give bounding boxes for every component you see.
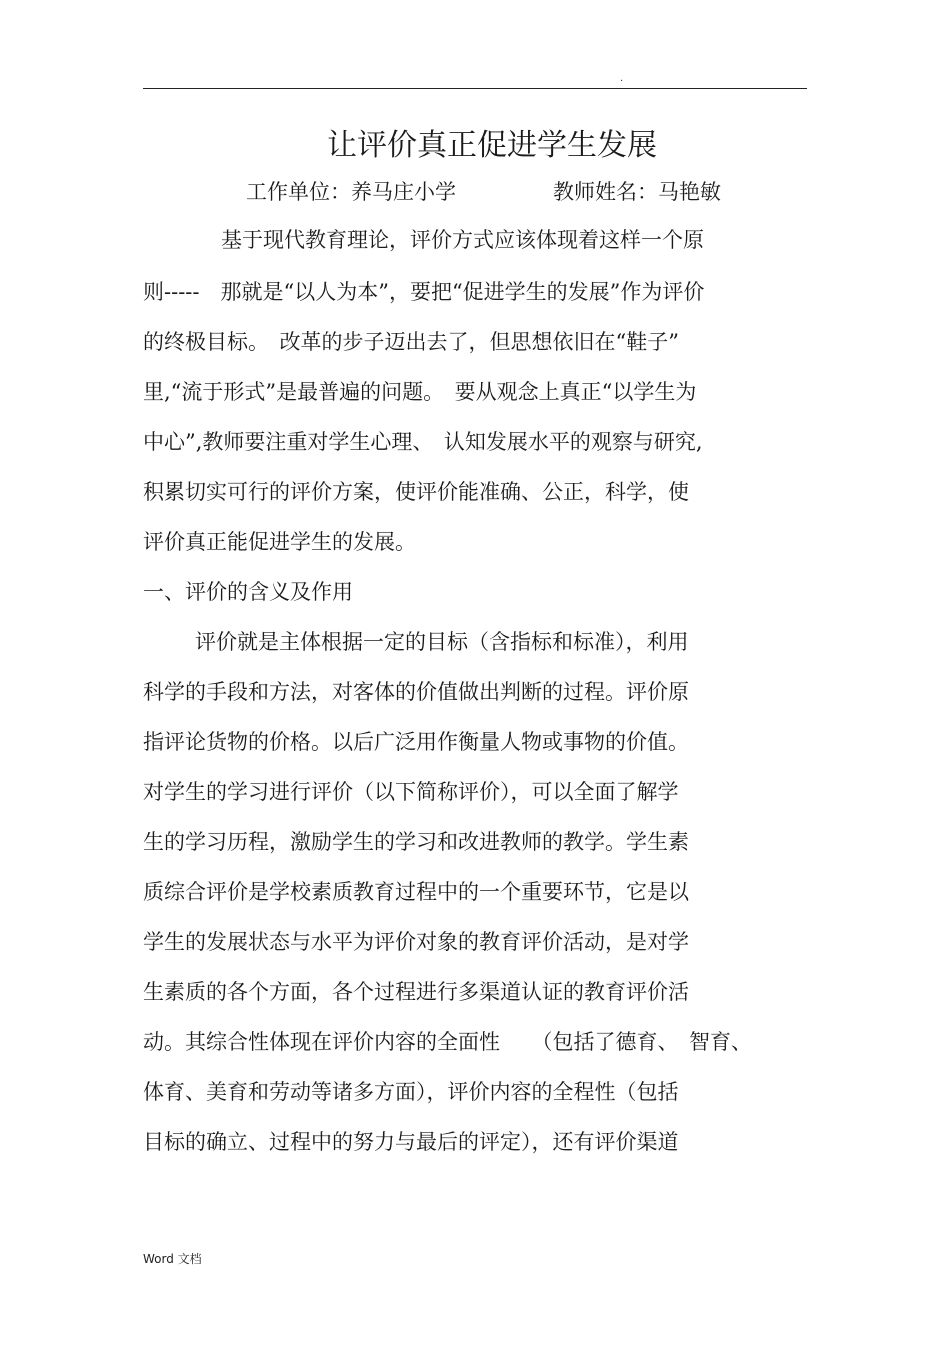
body-line: 体育、美育和劳动等诸多方面），评价内容的全程性（包括 <box>143 1080 679 1104</box>
body-line: 生素质的各个方面，各个过程进行多渠道认证的教育评价活 <box>143 980 689 1004</box>
footer-label: Word 文档 <box>143 1252 202 1266</box>
body-line: 对学生的学习进行评价（以下简称评价），可以全面了解学 <box>143 780 679 804</box>
teacher-name: 教师姓名：马艳敏 <box>553 180 721 204</box>
body-line: 的终极目标。 改革的步子迈出去了，但思想依旧在“鞋子” <box>143 330 679 354</box>
body-line: 评价真正能促进学生的发展。 <box>143 530 416 554</box>
body-line: 指评论货物的价格。以后广泛用作衡量人物或事物的价值。 <box>143 730 689 754</box>
body-line: 质综合评价是学校素质教育过程中的一个重要环节，它是以 <box>143 880 689 904</box>
section-heading: 一、评价的含义及作用 <box>143 580 353 604</box>
header-rule <box>143 88 807 89</box>
body-line: 里,“流于形式”是最普遍的问题。 要从观念上真正“以学生为 <box>143 380 697 404</box>
work-unit: 工作单位：养马庄小学 <box>246 180 456 204</box>
body-line: 学生的发展状态与水平为评价对象的教育评价活动，是对学 <box>143 930 689 954</box>
document-title: 让评价真正促进学生发展 <box>327 128 657 163</box>
header-mark: . <box>620 73 624 84</box>
body-line: 则----- 那就是“以人为本”，要把“促进学生的发展”作为评价 <box>143 280 705 304</box>
body-line: 目标的确立、过程中的努力与最后的评定），还有评价渠道 <box>143 1130 679 1154</box>
body-line: 生的学习历程，激励学生的学习和改进教师的教学。学生素 <box>143 830 689 854</box>
body-line: 动。其综合性体现在评价内容的全面性 （包括了德育、 智育、 <box>143 1030 752 1054</box>
body-line: 科学的手段和方法，对客体的价值做出判断的过程。评价原 <box>143 680 689 704</box>
body-line: 中心”,教师要注重对学生心理、 认知发展水平的观察与研究, <box>143 430 703 454</box>
body-line: 评价就是主体根据一定的目标（含指标和标准），利用 <box>195 630 689 654</box>
body-line: 积累切实可行的评价方案，使评价能准确、公正，科学，使 <box>143 480 689 504</box>
body-line: 基于现代教育理论，评价方式应该体现着这样一个原 <box>221 228 704 252</box>
